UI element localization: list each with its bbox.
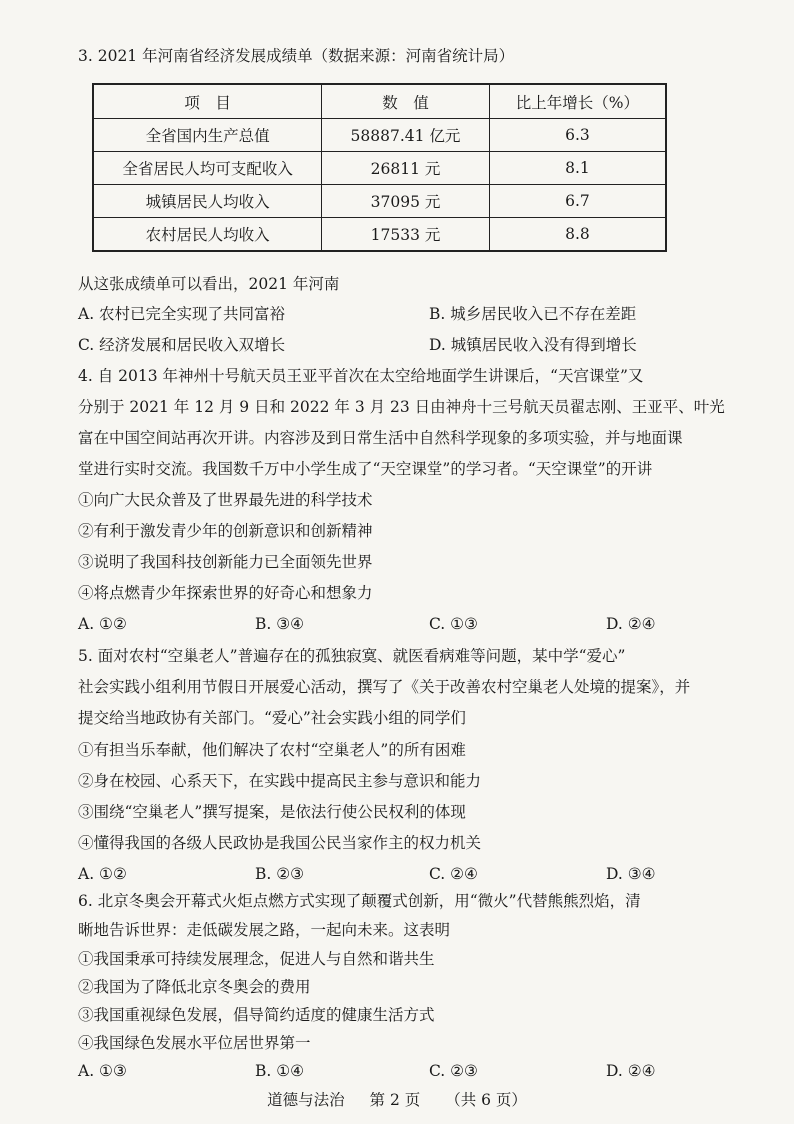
question-4-item: ①向广大民众普及了世界最先进的科学技术 [78,491,373,509]
table-row [93,185,666,218]
footer-page-number: 第 2 页 [369,1091,421,1109]
question-4-item: ②有利于激发青少年的创新意识和创新精神 [78,522,373,540]
table-header-growth: 比上年增长（%） [489,84,666,119]
question-4-line: 4. 自 2013 年神州十号航天员王亚平首次在太空给地面学生讲课后，“天宫课堂”又 [78,367,644,385]
table-cell: 58887.41 亿元 [322,119,490,152]
economy-table [92,83,667,252]
question-6-choice-c: C. ②③ [429,1062,478,1080]
question-5-choice-a: A. ①② [78,865,127,883]
table-cell: 6.7 [489,185,666,218]
table-header-value: 数 值 [322,84,490,119]
question-3-option-a: A. 农村已完全实现了共同富裕 [78,305,286,323]
table-cell: 8.8 [489,218,666,252]
question-3-option-d: D. 城镇居民收入没有得到增长 [429,336,637,354]
footer-total-pages: （共 6 页） [445,1091,527,1109]
question-5-choice-c: C. ②④ [429,865,478,883]
table-cell: 6.3 [489,119,666,152]
question-5-line: 5. 面对农村“空巢老人”普遍存在的孤独寂寞、就医看病难等问题，某中学“爱心” [78,647,626,665]
question-5-item: ①有担当乐奉献，他们解决了农村“空巢老人”的所有困难 [78,741,466,759]
question-5-choice-d: D. ③④ [606,865,656,883]
question-4-choice-b: B. ③④ [255,615,305,633]
question-5-line: 提交给当地政协有关部门。“爱心”社会实践小组的同学们 [78,709,466,727]
question-5-item: ②身在校园、心系天下，在实践中提高民主参与意识和能力 [78,772,482,790]
question-3-option-b: B. 城乡居民收入已不存在差距 [429,305,637,323]
table-header-item: 项 目 [93,84,322,119]
table-cell: 37095 元 [322,185,490,218]
table-cell: 农村居民人均收入 [93,218,322,252]
question-4-choice-d: D. ②④ [606,615,656,633]
question-4-choice-a: A. ①② [78,615,127,633]
table-header-row [93,84,666,119]
question-6-line: 晰地告诉世界：走低碳发展之路，一起向未来。这表明 [78,921,451,939]
question-4-line: 堂进行实时交流。我国数千万中小学生成了“天空课堂”的学习者。“天空课堂”的开讲 [78,460,653,478]
table-cell: 17533 元 [322,218,490,252]
table-row [93,152,666,185]
table-cell: 8.1 [489,152,666,185]
table-cell: 全省居民人均可支配收入 [93,152,322,185]
question-6-line: 6. 北京冬奥会开幕式火炬点燃方式实现了颠覆式创新，用“微火”代替熊熊烈焰，清 [78,892,641,910]
page-footer [0,1088,794,1110]
question-5-item: ④懂得我国的各级人民政协是我国公民当家作主的权力机关 [78,834,482,852]
question-3-stem: 从这张成绩单可以看出，2021 年河南 [78,275,340,293]
question-6-item: ④我国绿色发展水平位居世界第一 [78,1034,311,1052]
table-cell: 城镇居民人均收入 [93,185,322,218]
table-cell: 26811 元 [322,152,490,185]
footer-subject: 道德与法治 [267,1091,345,1109]
table-cell: 全省国内生产总值 [93,119,322,152]
table-row [93,119,666,152]
question-4-choice-c: C. ①③ [429,615,478,633]
question-6-item: ③我国重视绿色发展，倡导简约适度的健康生活方式 [78,1006,435,1024]
question-6-choice-b: B. ①④ [255,1062,305,1080]
question-3-option-c: C. 经济发展和居民收入双增长 [78,336,286,354]
question-6-choice-d: D. ②④ [606,1062,656,1080]
question-5-choice-b: B. ②③ [255,865,305,883]
question-5-item: ③围绕“空巢老人”撰写提案，是依法行使公民权利的体现 [78,803,466,821]
question-6-choice-a: A. ①③ [78,1062,127,1080]
table-row [93,218,666,252]
question-5-line: 社会实践小组利用节假日开展爱心活动，撰写了《关于改善农村空巢老人处境的提案》，并 [78,678,691,696]
question-4-line: 富在中国空间站再次开讲。内容涉及到日常生活中自然科学现象的多项实验，并与地面课 [78,429,683,447]
question-3-title: 3. 2021 年河南省经济发展成绩单（数据来源：河南省统计局） [78,47,515,65]
question-4-line: 分别于 2021 年 12 月 9 日和 2022 年 3 月 23 日由神舟十三号航天员翟志刚、王亚平、叶光 [78,398,725,416]
question-4-item: ③说明了我国科技创新能力已全面领先世界 [78,553,373,571]
question-6-item: ①我国秉承可持续发展理念，促进人与自然和谐共生 [78,950,435,968]
question-4-item: ④将点燃青少年探索世界的好奇心和想象力 [78,584,373,602]
question-6-item: ②我国为了降低北京冬奥会的费用 [78,978,311,996]
